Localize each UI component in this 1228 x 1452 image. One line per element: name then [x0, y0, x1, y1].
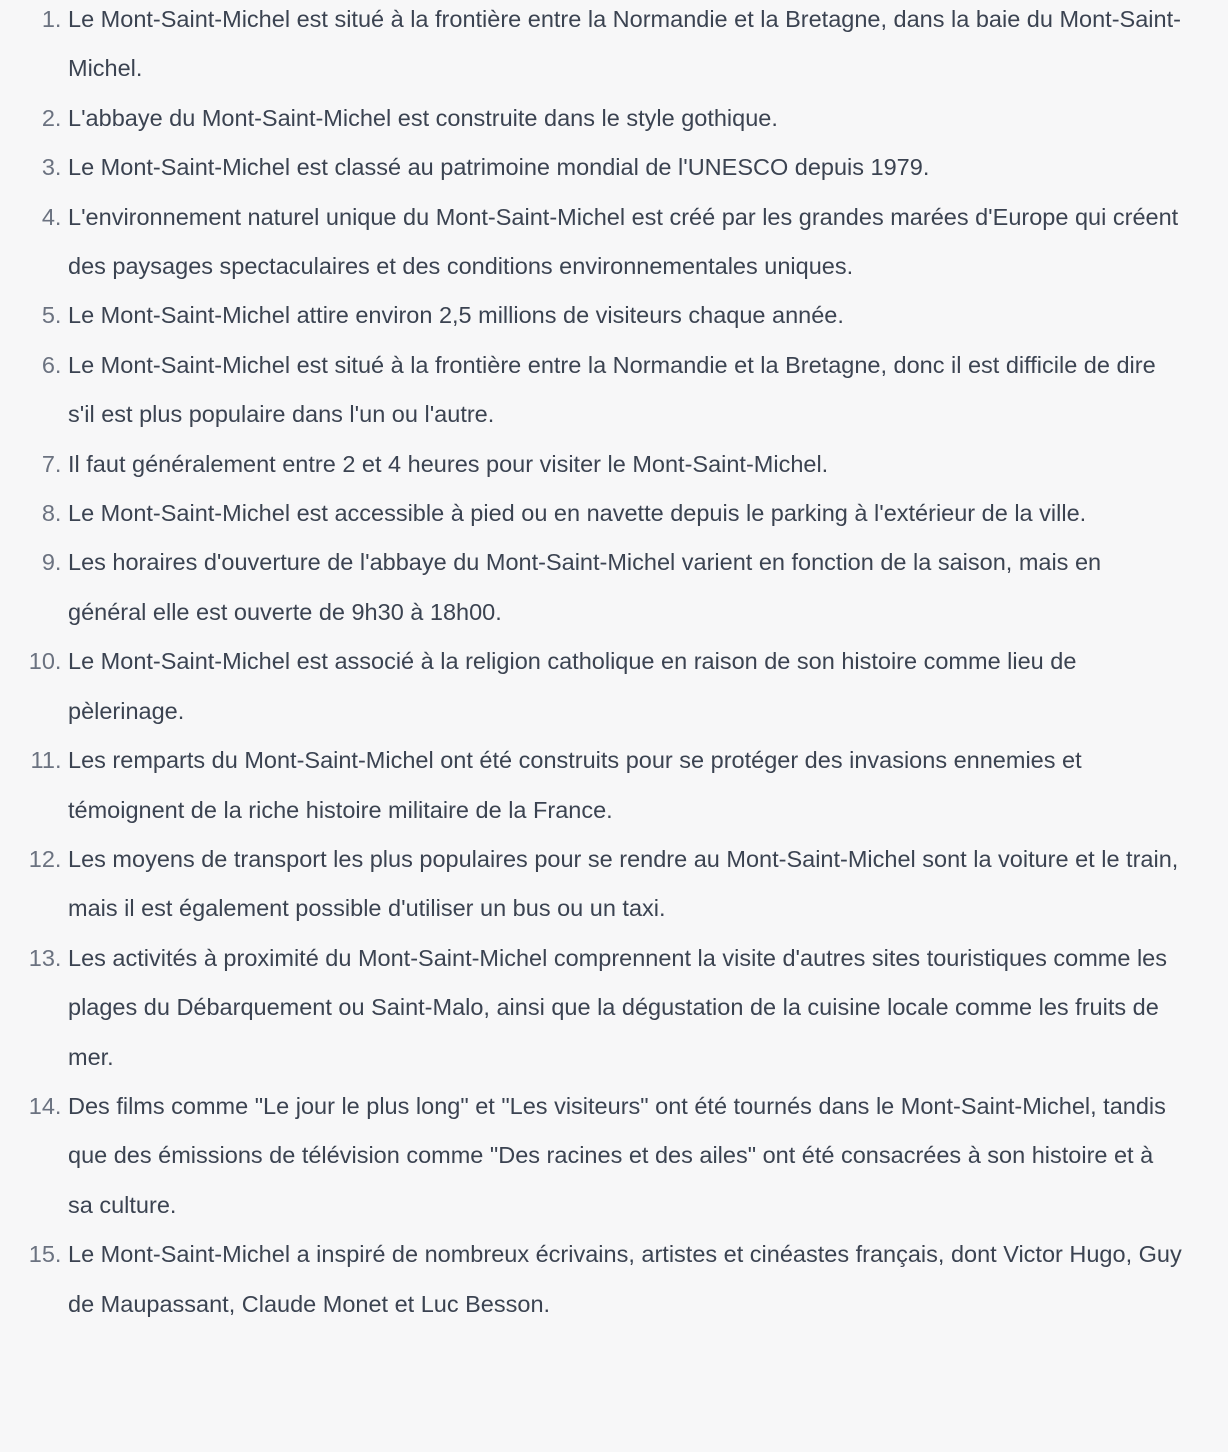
list-item: 2. L'abbaye du Mont-Saint-Michel est construite dans le style gothique. [68, 94, 1182, 143]
list-item: 6. Le Mont-Saint-Michel est situé à la frontière entre la Normandie et la Bretagne, donc il est difficile de dire s'il est plus populaire dans l'un ou l'autre. [68, 341, 1182, 440]
list-item: 9. Les horaires d'ouverture de l'abbaye du Mont-Saint-Michel varient en fonction de la saison, mais en général elle est ouverte de 9h30 à 18h00. [68, 538, 1182, 637]
list-item: 5. Le Mont-Saint-Michel attire environ 2,5 millions de visiteurs chaque année. [68, 291, 1182, 340]
list-item: 14. Des films comme "Le jour le plus long" et "Les visiteurs" ont été tournés dans le Mont-Saint-Michel, tandis que des émissions de télévision comme "Des racines et des ailes" ont été consacrées à son histoire et à sa culture. [68, 1082, 1182, 1230]
list-item: 3. Le Mont-Saint-Michel est classé au patrimoine mondial de l'UNESCO depuis 1979. [68, 143, 1182, 192]
list-item: 11. Les remparts du Mont-Saint-Michel ont été construits pour se protéger des invasions ennemies et témoignent de la riche histoire militaire de la France. [68, 736, 1182, 835]
list-item: 15. Le Mont-Saint-Michel a inspiré de nombreux écrivains, artistes et cinéastes français, dont Victor Hugo, Guy de Maupassant, Claude Monet et Luc Besson. [68, 1230, 1182, 1329]
list-item: 1. Le Mont-Saint-Michel est situé à la frontière entre la Normandie et la Bretagne, dans la baie du Mont-Saint-Michel. [68, 0, 1182, 94]
list-item: 8. Le Mont-Saint-Michel est accessible à pied ou en navette depuis le parking à l'extérieur de la ville. [68, 489, 1182, 538]
list-item: 7. Il faut généralement entre 2 et 4 heures pour visiter le Mont-Saint-Michel. [68, 440, 1182, 489]
list-item: 4. L'environnement naturel unique du Mont-Saint-Michel est créé par les grandes marées d'Europe qui créent des paysages spectaculaires et des conditions environnementales uniques. [68, 193, 1182, 292]
list-item: 10. Le Mont-Saint-Michel est associé à la religion catholique en raison de son histoire comme lieu de pèlerinage. [68, 637, 1182, 736]
list-item: 13. Les activités à proximité du Mont-Saint-Michel comprennent la visite d'autres sites touristiques comme les plages du Débarquement ou Saint-Malo, ainsi que la dégustation de la cuisine locale comme les fruits de mer. [68, 934, 1182, 1082]
list-item: 12. Les moyens de transport les plus populaires pour se rendre au Mont-Saint-Michel sont la voiture et le train, mais il est également possible d'utiliser un bus ou un taxi. [68, 835, 1182, 934]
